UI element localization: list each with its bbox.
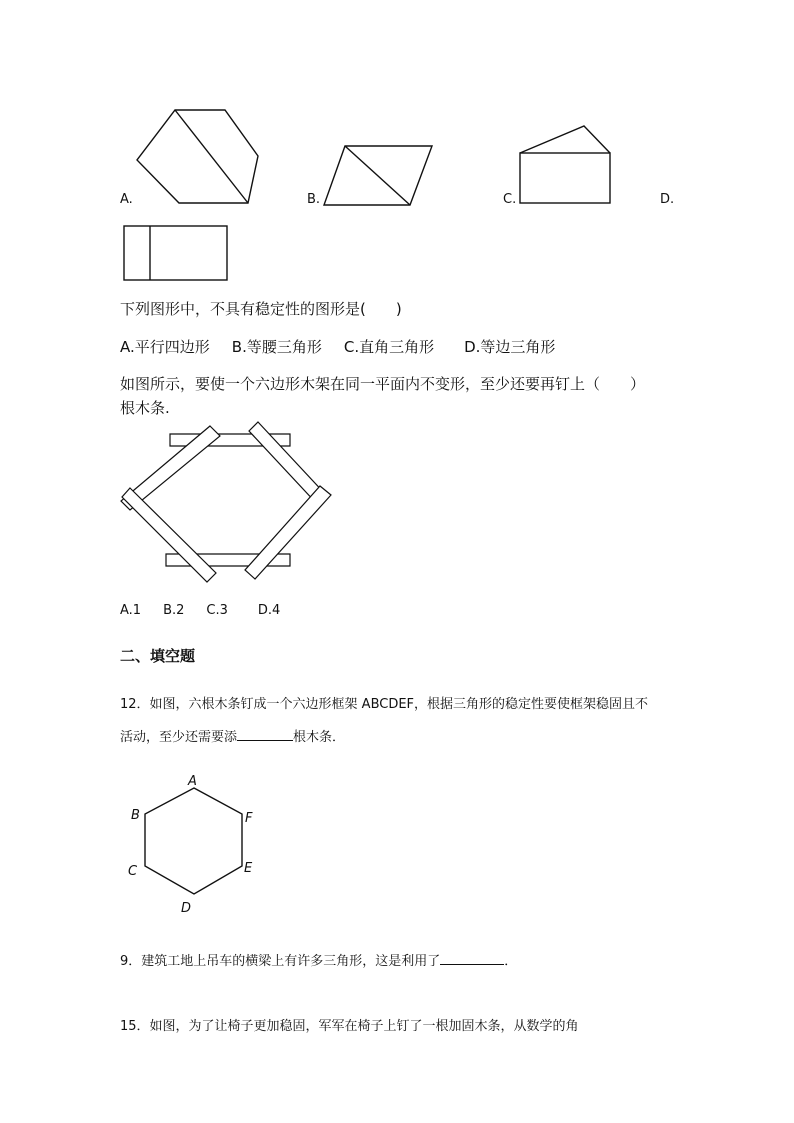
figure-d-rectangle: [122, 224, 232, 284]
question-12-line2-pre: 活动，至少还需要添: [120, 730, 238, 745]
question-12-line2-post: 根木条．: [293, 730, 346, 745]
figure-a-hexagon: [135, 108, 265, 208]
hexagon-abcdef-outline: [145, 788, 242, 894]
vertex-label-b: B: [131, 808, 140, 823]
stability-option-a: A.平行四边形: [120, 338, 210, 356]
hex-frame-option-c: C.3: [206, 603, 228, 618]
vertex-label-c: C: [128, 864, 138, 879]
parallelogram-diagonal: [345, 146, 410, 205]
stability-option-c: C.直角三角形: [343, 338, 435, 356]
section-title-fill-in: 二、填空题: [120, 647, 196, 665]
vertex-label-d: D: [181, 901, 192, 916]
question-hex-frame-line1: 如图所示，要使一个六边形木架在同一平面内不变形，至少还要再钉上（ ）: [120, 375, 646, 393]
question-12-line2: [120, 724, 345, 749]
figure-c-label: C.: [503, 192, 517, 207]
question-9-post: ．: [504, 954, 518, 969]
hex-frame-option-b: B.2: [163, 603, 185, 618]
hex-frame-option-a: A.1: [120, 603, 142, 618]
hexagon-abcdef-figure: [125, 772, 265, 916]
figure-d-label: D.: [660, 192, 675, 207]
question-stability: 下列图形中，不具有稳定性的图形是( ): [120, 300, 402, 318]
answer-blank-12[interactable]: [237, 724, 293, 741]
figure-c-house-shape: [518, 123, 618, 208]
hexagon-wooden-frame-figure: [118, 418, 343, 588]
stability-option-d: D.等边三角形: [464, 338, 556, 356]
question-12-line1: 12．如图，六根木条钉成一个六边形框架 ABCDEF，根据三角形的稳定性要使框架稳固且不: [120, 697, 649, 712]
divided-rectangle: [124, 226, 227, 280]
answer-blank-9[interactable]: [440, 948, 504, 965]
stability-options: [120, 336, 555, 358]
figure-a-label: A.: [120, 192, 133, 207]
hexagon-diagonal: [175, 110, 248, 203]
hex-frame-option-d: D.4: [257, 603, 281, 618]
stability-option-b: B.等腰三角形: [231, 338, 322, 356]
figure-b-label: B.: [307, 192, 321, 207]
vertex-label-e: E: [244, 861, 253, 876]
hexagon-outline: [137, 110, 258, 203]
vertex-label-f: F: [245, 811, 253, 826]
question-9: [120, 948, 517, 973]
question-hex-frame-line2: 根木条.: [120, 399, 170, 417]
plank-lower-left: [122, 488, 216, 582]
house-rectangle: [520, 153, 610, 203]
figure-b-parallelogram: [322, 143, 437, 208]
house-roof-triangle: [520, 126, 610, 153]
question-9-pre: 9．建筑工地上吊车的横梁上有许多三角形，这是利用了: [120, 954, 441, 969]
question-15: 15．如图，为了让椅子更加稳固，军军在椅子上钉了一根加固木条，从数学的角: [120, 1019, 579, 1034]
hex-frame-options: [120, 600, 280, 622]
vertex-label-a: A: [188, 774, 197, 789]
